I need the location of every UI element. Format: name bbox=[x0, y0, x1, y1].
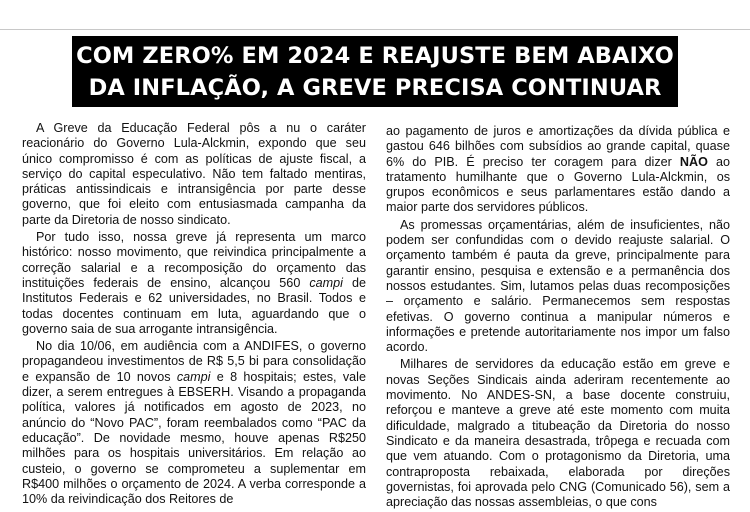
paragraph bbox=[22, 230, 366, 337]
paragraph-text: Por tudo isso, nossa greve já representa um marco histórico: nosso movimento, que reivindica principalmente a correção salarial e a recomposição do orçamento das instituições federais de ensino, alcançou 560 bbox=[22, 230, 366, 290]
paragraph bbox=[386, 124, 730, 216]
headline-line-2: DA INFLAÇÃO, A GREVE PRECISA CONTINUAR bbox=[88, 74, 662, 101]
headline-banner bbox=[72, 36, 678, 107]
paragraph: As promessas orçamentárias, além de insuficientes, não podem ser confundidas com o devido reajuste salarial. O orçamento também é pauta da greve, principalmente para garantir ensino, pesquisa e extensão e a permanência dos nossos estudantes. Sim, lutamos pelas duas recomposições – orçamento e salário. Permanecemos sem respostas efetivas. O governo continua a manipular números e informações e pretende autoritariamente nos impor um falso acordo. bbox=[386, 217, 730, 355]
page-top-border bbox=[0, 0, 750, 30]
article-column-right bbox=[386, 124, 730, 512]
paragraph: A Greve da Educação Federal pôs a nu o caráter reacionário do Governo Lula-Alckmin, expondo que seu único compromisso é com as políticas de ajuste fiscal, a serviço do capital especulativo. Não tem faltado mentiras, práticas antissindicais e intransigência por parte desse governo, que foi eleito com entusiasmada campanha da parte da Diretoria de nosso sindicato. bbox=[22, 121, 366, 227]
emphasis-text: campi bbox=[176, 369, 211, 384]
headline-line-1: COM ZERO% EM 2024 E REAJUSTE BEM ABAIXO bbox=[76, 42, 674, 69]
paragraph-text: ao pagamento de juros e amortizações da dívida pública e gastou 646 bilhões com subsídios ao grande capital, quase 6% do PIB. É preciso ter coragem para dizer bbox=[386, 124, 730, 169]
paragraph: Milhares de servidores da educação estão em greve e novas Seções Sindicais ainda aderiram recentemente ao movimento. No ANDES-SN, a base docente construiu, reforçou e manteve a greve até este momento com muita dificuldade, malgrado a titubeação da Diretoria do nosso Sindicato e da maneira desastrada, trôpega e recuada com que vem atuando. Com o protagonismo da Diretoria, uma contraproposta rebaixada, elaborada por direções governistas, foi aprovada pelo CNG (Comunicado 56), sem a apreciação das nossas assembleias, o que cons bbox=[386, 357, 730, 510]
paragraph-text: ao tratamento humilhante que o Governo Lula-Alckmin, os grupos econômicos e seus parlamentares estão dando a maior parte dos servidores públicos. bbox=[386, 154, 730, 215]
strong-text: NÃO bbox=[679, 154, 708, 169]
paragraph bbox=[22, 339, 366, 507]
article-column-left bbox=[22, 121, 366, 509]
paragraph-text: de Institutos Federais e 62 universidades, no Brasil. Todos e todas docentes continuam em luta, aguardando que o governo saia de sua arrogante intransigência. bbox=[22, 275, 366, 336]
paragraph-text: No dia 10/06, em audiência com a ANDIFES, o governo propagandeou investimentos de R$ 5,5 bi para consolidação e expansão de 10 novos bbox=[22, 339, 366, 384]
paragraph-text: e 8 hospitais; estes, vale dizer, a serem entregues à EBSERH. Visando a propaganda política, valores já notificados em agosto de 2023, no anúncio do “Novo PAC”, foram reembalados como “PAC da educação”. De novidade mesmo, houve apenas R$250 milhões para os hospitais universitários. Em relação ao custeio, o governo se comprometeu a suplementar em R$400 milhões o orçamento de 2024. A verba corresponde a 10% da reivindicação dos Reitores de bbox=[22, 369, 366, 507]
emphasis-text: campi bbox=[309, 275, 343, 290]
